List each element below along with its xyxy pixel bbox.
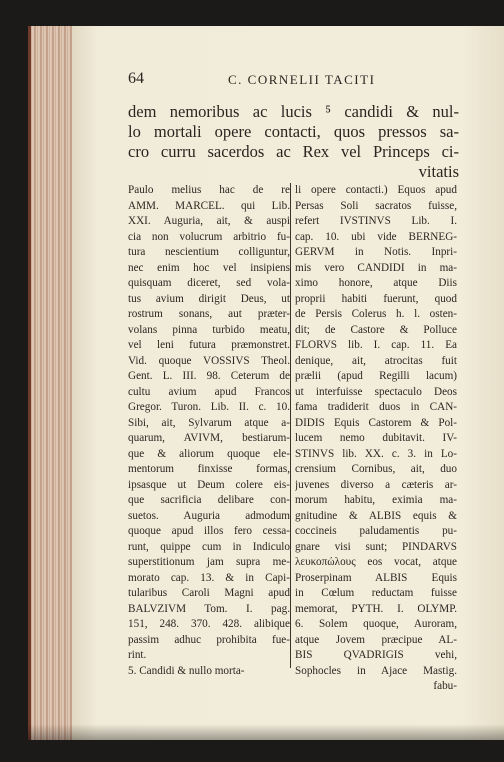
commentary-line: memorat, PYTH. I. OLYMP. <box>295 602 457 615</box>
main-text <box>128 102 459 182</box>
commentary-line: runt, quippe cum in Indiculo <box>128 540 290 553</box>
commentary-line: dit; de Castore & Polluce <box>295 323 457 336</box>
commentary-line: Gent. L. III. 98. Ceterum de <box>128 370 290 382</box>
commentary-line: Proserpinam ALBIS Equis <box>295 571 457 584</box>
commentary-line: fama tradiderit duos in CAN- <box>295 401 457 413</box>
book-shadow <box>28 724 504 740</box>
commentary-line: tularibus Caroli Magni apud <box>128 587 290 599</box>
commentary-line: gnitudine & ALBIS equis & <box>295 509 457 522</box>
commentary-line: gnare visi sunt; PINDARVS <box>295 540 457 553</box>
commentary-line: tus avium dirigit Deus, ut <box>128 292 290 305</box>
commentary-right-column <box>295 183 457 695</box>
running-title: C. CORNELII TACITI <box>228 72 376 87</box>
commentary-line: atque Jovem præcipue AL- <box>295 633 457 646</box>
commentary-line: morato cap. 13. & in Capi- <box>128 571 290 584</box>
page-number: 64 <box>128 70 144 87</box>
commentary-line: Vid. quoque VOSSIVS Theol. <box>128 354 290 367</box>
commentary-line: Sophocles in Ajace Mastig. <box>295 664 457 677</box>
commentary-line: tura nescientium colliguntur, <box>128 246 290 258</box>
page-edges <box>28 26 75 740</box>
commentary-line: FLORVS lib. I. cap. 11. Ea <box>295 339 457 351</box>
commentary-line: 151, 248. 370. 428. alibique <box>128 618 290 630</box>
commentary-line: superstitionum jam supra me- <box>128 556 290 568</box>
column-divider <box>290 183 291 668</box>
commentary-line: 5. Candidi & nullo morta- <box>128 664 245 677</box>
commentary-line: Sibi, ait, Sylvarum atque a- <box>128 416 290 429</box>
commentary-line: prælii (apud Regilli lacum) <box>295 370 457 382</box>
commentary-line: denique, ait, atrocitas fuit <box>295 354 457 367</box>
commentary-line: ximo honore, atque Diis <box>295 277 457 289</box>
commentary-line: ut interfuisse spectaculo Deos <box>295 385 457 398</box>
main-text-line: dem nemoribus ac lucis ⁵ candidi & nul- <box>128 102 459 121</box>
commentary-line: li opere contacti.) Equos apud <box>295 184 457 196</box>
commentary-line: coccineis paludamentis pu- <box>295 525 457 537</box>
commentary-line: Gregor. Turon. Lib. II. c. 10. <box>128 401 290 413</box>
commentary-line: GERVM in Notis. Inpri- <box>295 246 457 258</box>
commentary-line: refert IVSTINVS Lib. I. <box>295 215 457 227</box>
commentary-line: Persas Soli sacratos fuisse, <box>295 199 457 212</box>
commentary-line: cultu avium apud Francos <box>128 385 290 398</box>
commentary-line: ipsasque ut Deum colere eis- <box>128 478 290 491</box>
commentary-line: Paulo melius hac de re <box>128 184 290 196</box>
commentary-line: morum habitu, eximia ma- <box>295 494 457 506</box>
commentary-line: mentorum finxisse formas, <box>128 463 290 475</box>
commentary-line: BALVZIVM Tom. I. pag. <box>128 602 290 615</box>
commentary-line: que & aliorum quoque ele- <box>128 447 290 460</box>
commentary-line: passim adhuc prohibita fue- <box>128 633 290 646</box>
main-text-line: lo mortali opere contacti, quos pressos sa- <box>128 122 459 141</box>
commentary-line: suetos. Auguria admodum <box>128 509 290 522</box>
commentary-line: λευκοπώλους eos vocat, atque <box>295 556 457 568</box>
commentary-line: que sacrificia delibare con- <box>128 494 290 506</box>
commentary-line: crensium Cornibus, ait, duo <box>295 463 457 475</box>
commentary-line: 6. Solem quoque, Auroram, <box>295 618 457 630</box>
commentary-line: quisquam diceret, sed vola- <box>128 277 290 289</box>
commentary-line: volans pinna turbido meatu, <box>128 323 290 336</box>
commentary-line: XXI. Auguria, ait, & auspi <box>128 215 290 227</box>
commentary-line: de Persis Colerus h. l. osten- <box>295 308 457 320</box>
commentary-line: rint. <box>128 649 147 661</box>
commentary-line: vel leni futura præmonstret. <box>128 339 290 351</box>
main-text-line: cro curru sacerdos ac Rex vel Princeps ci- <box>128 142 459 161</box>
commentary-line: juvenes diverso a cæteris ar- <box>295 478 457 491</box>
commentary-line: quoque apud illos fero cessa- <box>128 525 290 537</box>
commentary-line: mis vero CANDIDI in ma- <box>295 261 457 274</box>
commentary-line: fabu- <box>433 680 457 692</box>
commentary-left-column <box>128 183 290 679</box>
commentary-line: proprii habiti fuerunt, quod <box>295 292 457 305</box>
commentary-line: BIS QVADRIGIS vehi, <box>295 649 457 661</box>
commentary-line: quarum, AVIVM, bestiarum- <box>128 432 290 444</box>
commentary-line: STINVS lib. XX. c. 3. in Lo- <box>295 447 457 460</box>
commentary-line: cap. 10. ubi vide BERNEG- <box>295 230 457 243</box>
commentary-line: cia non volucrum arbitrio fu- <box>128 230 290 243</box>
commentary-line: lucem nemo dubitavit. IV- <box>295 432 457 444</box>
commentary-line: rostrum sonans, aut præter- <box>128 308 290 320</box>
main-text-line: vitatis <box>418 162 459 181</box>
commentary-line: DIDIS Equis Castorem & Pol- <box>295 416 457 429</box>
commentary-line: nec enim hoc vel insipiens <box>128 261 290 274</box>
page-header <box>128 70 458 90</box>
commentary-line: in Cœlum reductam fuisse <box>295 587 457 599</box>
commentary-line: AMM. MARCEL. qui Lib. <box>128 199 290 212</box>
